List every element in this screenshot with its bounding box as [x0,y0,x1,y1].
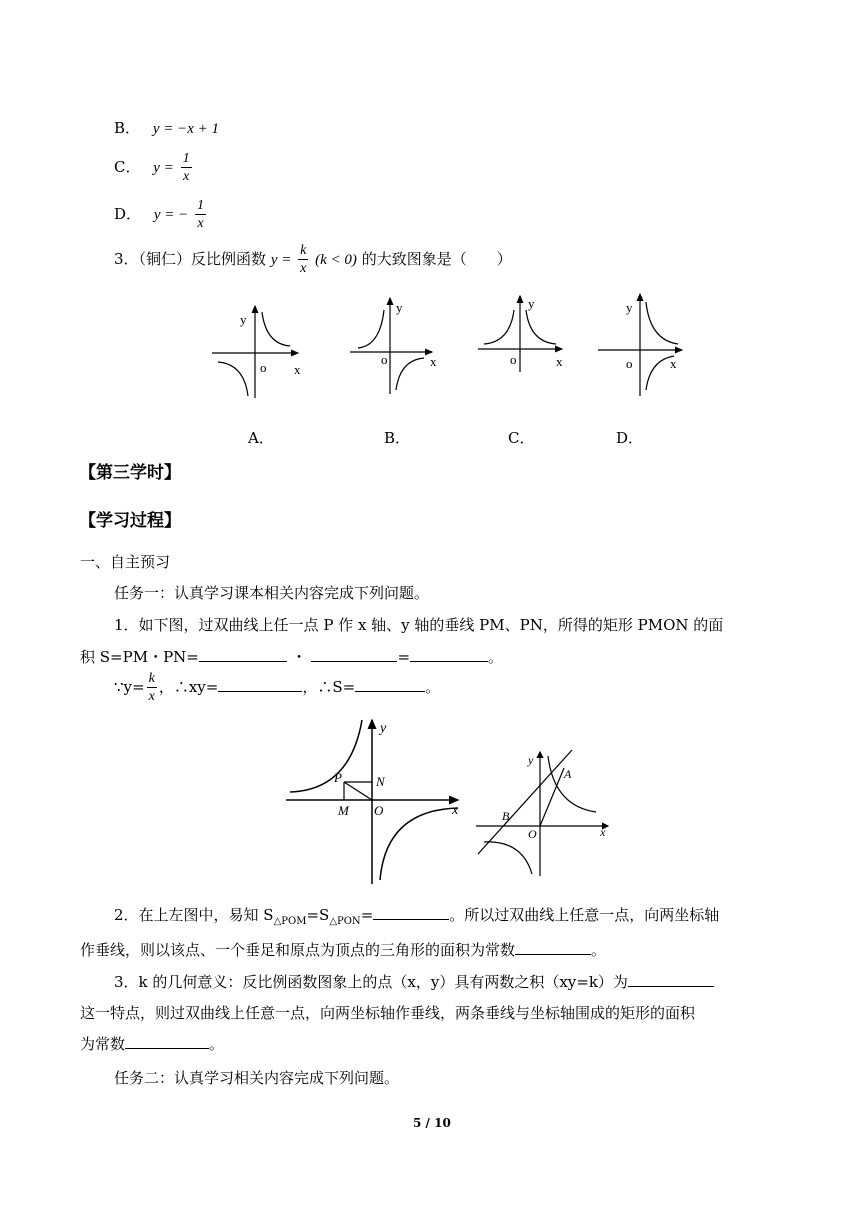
fig-left-y: y [380,721,387,736]
blank-rect-const[interactable] [125,1034,209,1049]
option-c-lhs: y = [153,160,174,176]
p3-line3-b: 。 [209,1035,225,1053]
p2-line-2 [80,939,606,960]
graph-a-x: x [294,362,301,377]
graph-b-o: o [381,352,388,367]
graph-a-o: o [260,360,267,375]
q3-condition: (k < 0) [315,252,357,268]
p2-line2-a: 作垂线，则以该点、一个垂足和原点为顶点的三角形的面积为常数 [80,941,516,959]
p1-num: k [148,671,155,686]
q3-option-c: C． [508,429,535,447]
fig-right-a: A [564,767,572,781]
blank-k-meaning[interactable] [628,972,714,987]
q3-prefix: 3．（铜仁）反比例函数 [114,250,267,268]
p3-line1-text: 3．k 的几何意义：反比例函数图象上的点（x，y）具有两数之积（xy=k）为 [114,973,628,991]
graph-d [598,294,682,396]
graph-c-x: x [556,354,563,369]
p3-line-2: 这一特点，则过双曲线上任意一点，向两坐标轴作垂线，两条垂线与坐标轴围成的矩形的面积 [80,1004,696,1022]
option-b [114,117,219,138]
figure-left [282,714,468,886]
graph-c [478,296,563,372]
fig-left-p: P [334,770,342,785]
fig-right-y: y [528,753,534,767]
graph-b [350,298,437,394]
blank-triangle-const[interactable] [515,940,591,955]
blank-s[interactable] [355,677,425,692]
p1-line3-d: 。 [425,678,441,696]
graph-a-y: y [240,312,247,327]
blank-xy[interactable] [218,677,302,692]
fig-right-b: B [502,809,510,823]
p1-line3-a: ∵y= [114,678,145,696]
q3-num: k [300,243,307,258]
task-1: 任务一：认真学习课本相关内容完成下列问题。 [114,584,430,602]
option-b-label: B． [114,119,141,137]
graph-a [212,306,301,398]
option-d-label: D． [114,205,142,223]
option-c-fraction [181,152,192,184]
option-c-den: x [182,169,190,184]
part-1-title: 一、自主预习 [80,553,171,571]
p1-line2-d: 。 [488,648,504,666]
p2-sub1: △POM [273,916,307,927]
graph-c-y: y [528,296,535,311]
graph-d-x: x [670,356,677,371]
option-d-fraction [195,199,206,231]
blank-pn[interactable] [311,647,397,662]
p2-line-1 [114,904,719,927]
graph-c-o: o [510,352,517,367]
p2-sub2: △PON [329,916,361,927]
option-d [114,199,208,231]
p1-line2-c: = [397,648,411,666]
q3-den: x [300,261,307,276]
section-title: 【第三学时】 [79,463,181,483]
option-d-lhs: y = − [153,207,189,223]
task-2: 任务二：认真学习相关内容完成下列问题。 [114,1069,400,1087]
q3-option-d: D． [616,429,644,447]
p2-eq: =S [306,906,330,924]
graph-b-y: y [396,300,403,315]
p3-line-1 [114,971,714,992]
p1-line2-b: ・ [291,648,307,666]
option-c-label: C． [114,158,141,176]
blank-pm[interactable] [199,647,287,662]
p1-line-2 [80,646,503,667]
q3-graphs [200,292,700,404]
p1-fraction [147,672,157,704]
graph-d-o: o [626,356,633,371]
option-c-num: 1 [182,151,190,166]
blank-triangle-area[interactable] [373,905,449,920]
process-title: 【学习过程】 [79,511,181,531]
graph-b-x: x [430,354,437,369]
fig-right-o: O [528,827,537,841]
question-3 [114,244,512,276]
p2-line1-a: 2．在上左图中，易知 S [114,906,274,924]
p2-line1-c: 。所以过双曲线上任意一点，向两坐标轴 [449,906,720,924]
q3-fraction [298,244,308,276]
fig-left-x: x [452,803,459,818]
option-d-den: x [197,216,204,231]
p3-line3-a: 为常数 [80,1035,126,1053]
p1-line-1: 1．如下图，过双曲线上任一点 P 作 x 轴、y 轴的垂线 PM、PN，所得的矩形 PMON 的面 [114,616,724,634]
p2-line2-b: 。 [591,941,607,959]
p1-line3-b: ，∴xy= [158,678,219,696]
option-c [114,152,194,184]
p2-line1-b: = [360,906,374,924]
p1-line-3 [114,672,440,704]
page-number: 5 / 10 [413,1116,451,1130]
q3-lhs: y = [270,252,292,268]
figure-right [470,748,612,880]
option-b-expr: y = −x + 1 [152,121,219,137]
q3-option-b: B． [384,429,411,447]
p1-den: x [148,689,155,704]
q3-option-a: A． [248,429,274,447]
fig-left-o: O [374,803,384,818]
graph-d-y: y [626,300,633,315]
blank-area[interactable] [410,647,488,662]
p1-line2-a: 积 S=PM・PN= [80,648,199,666]
p1-line3-c: ，∴S= [302,678,356,696]
p3-line-3 [80,1033,224,1054]
fig-left-m: M [338,803,349,818]
fig-right-x: x [600,825,606,839]
q3-suffix: 的大致图象是（ ） [361,250,512,268]
option-d-num: 1 [197,198,204,213]
fig-left-n: N [376,774,385,789]
